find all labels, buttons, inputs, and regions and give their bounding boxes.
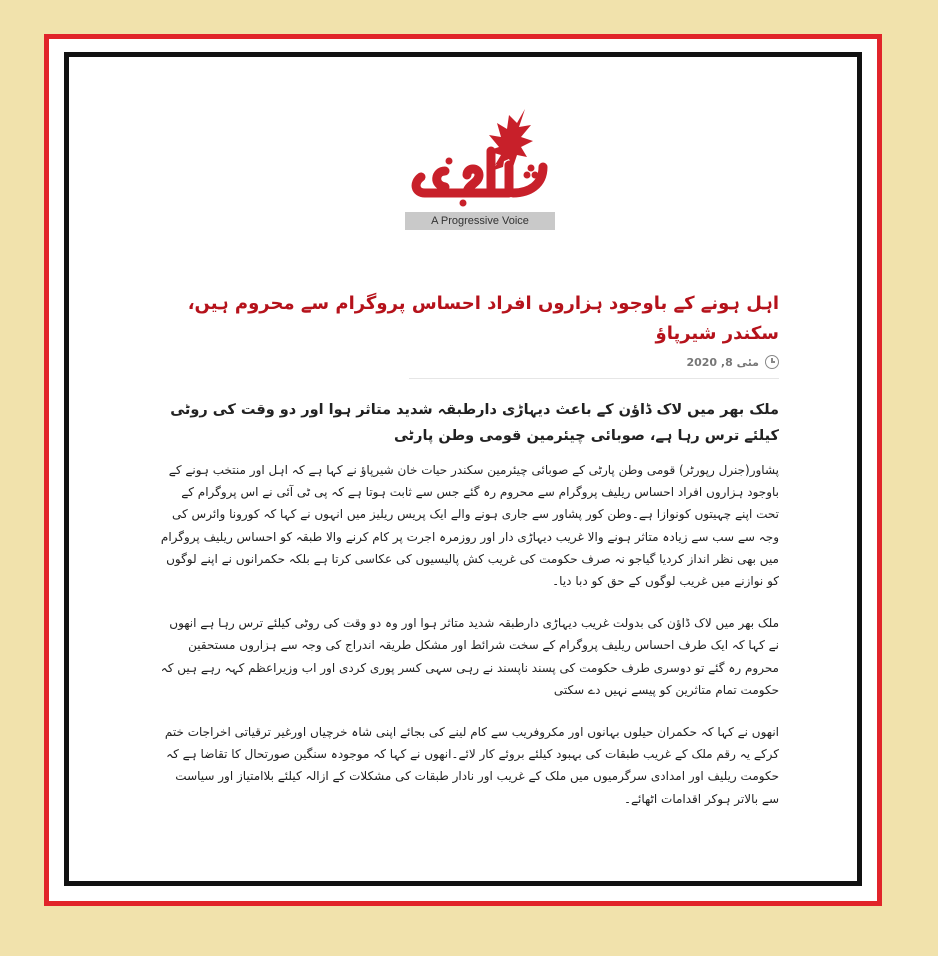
site-logo[interactable]: [405, 105, 555, 235]
article-date: مئی 8, 2020: [686, 355, 759, 369]
article-meta: [159, 355, 779, 369]
falcon-icon: [405, 105, 555, 210]
article-paragraph: انھوں نے کہا کہ حکمران حیلوں بہانوں اور مکروفریب سے کام لینے کی بجائے اپنی شاہ خرچیاں اورغیر ترقیاتی اخراجات ختم کرکے یہ رقم ملک کے غریب طبقات کی بہبود کیلئے بروئے کار لائے۔انھوں نے کہا کہ موجودہ سنگین صورتحال کا تقاضا ہے کہ حکومت ریلیف اور امدادی سرگرمیوں میں ملک کے غریب اور نادار طبقات کی مشکلات کے ازالہ کیلئے بلاامتیاز اور سیاست سے بالاتر ہوکر اقدامات اٹھائے۔: [164, 725, 779, 806]
title-divider: [409, 378, 779, 379]
article: [159, 289, 779, 810]
article-subheading: ملک بھر میں لاک ڈاؤن کے باعث دیہاڑی دارطبقہ شدید متاثر ہوا اور دو وقت کی روٹی کیلئے ترس رہا ہے، صوبائی چیئرمین قومی وطن پارٹی: [170, 402, 779, 444]
logo-tagline: A Progressive Voice: [405, 212, 555, 230]
article-paragraph: ملک بھر میں لاک ڈاؤن کی بدولت غریب دیہاڑی دارطبقہ شدید متاثر ہوا اور وہ دو وقت کی روٹی کیلئے ترس رہا ہے انھوں نے کہا کہ ایک طرف احساس ریلیف پروگرام کے سخت شرائط اور مشکل طریقہ اندراج کی وجہ سے ہزاروں مستحقین محروم رہ گئے تو دوسری طرف حکومت کی پسند ناپسند نے رہی سہی کسر پوری کردی اور اب وزیراعظم کہہ رہے ہیں کہ حکومت تمام متاثرین کو پیسے نہیں دے سکتی: [160, 616, 779, 697]
article-paragraph: پشاور(جنرل رپورٹر) قومی وطن پارٹی کے صوبائی چیئرمین سکندر حیات خان شیرپاؤ نے کہا ہے کہ اہل اور منتخب ہونے کے باوجود ہزاروں افراد احساس ریلیف پروگرام سے محروم رہ گئے جس سے ثابت ہوتا ہے کہ پی ٹی آئی نے اس پروگرام کے تحت اپنے چہیتوں کونوازا ہے۔وطن کور پشاور سے جاری ہونے والے ایک پریس ریلیز میں انہوں نے کہا کہ کورونا وائرس کی وجہ سے سب سے زیادہ متاثر ہونے والا غریب دیہاڑی دار اور روزمرہ اجرت پر کام کرنے والا طبقہ کو احساس ریلیف پروگرام میں بھی نظر انداز کردیا گیاجو نہ صرف حکومت کی غریب کش پالیسیوں کی عکاسی کرتا ہے بلکہ حکمرانوں نے اپنے لوگوں کو نوازنے میں غریب لوگوں کے حق کو دبا دیا۔: [160, 463, 779, 589]
outer-red-frame: [44, 34, 882, 906]
clock-icon: [765, 355, 779, 369]
inner-black-frame: [64, 52, 862, 886]
article-title[interactable]: اہل ہونے کے باوجود ہزاروں افراد احساس پروگرام سے محروم ہیں، سکندر شیرپاؤ: [187, 293, 779, 344]
